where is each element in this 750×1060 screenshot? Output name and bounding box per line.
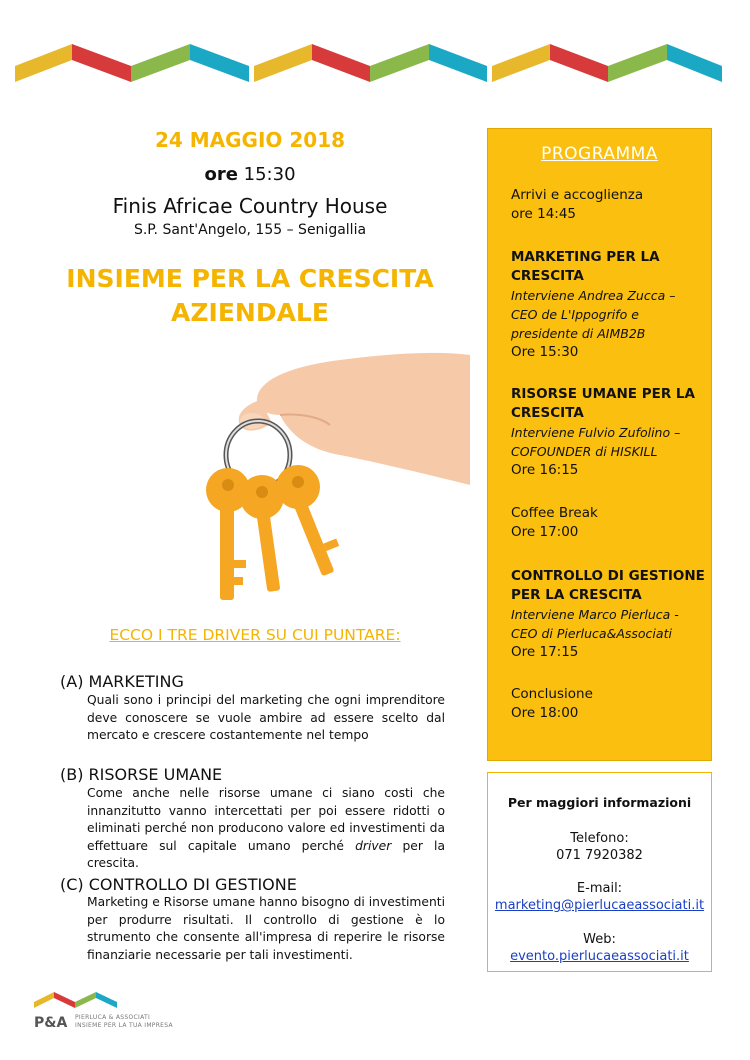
info-title: Per maggiori informazioni [507,795,692,810]
chevron-banner [0,38,750,88]
chevron-group-1 [15,44,249,82]
event-address: S.P. Sant'Angelo, 155 – Senigallia [133,222,367,238]
company-logo-mark: P&A [34,1015,68,1031]
event-venue: Finis Africae Country House [112,194,388,218]
web-label: Web: [583,932,616,947]
program-item-conclusione: Conclusione Ore 18:00 [511,686,593,721]
headline-line1: INSIEME PER LA CRESCITA [66,264,434,293]
event-time-prefix: ore [204,164,238,185]
program-item-marketing: MARKETING PER LA CRESCITA Interviene Andrea Zucca – CEO de L'Ippogrifo e presidente di AIMB2B Ore 15:30 [511,249,676,360]
email-link[interactable]: marketing@pierlucaeassociati.it [494,898,705,913]
program-item-coffee-break: Coffee Break Ore 17:00 [511,505,598,540]
email-label: E-mail: [576,881,623,896]
program-item-arrivi: Arrivi e accoglienza ore 14:45 [511,187,644,222]
driver-text-controllo: Marketing e Risorse umane hanno bisogno di investimenti per produrre risultati. Il controllo di gestione è lo strumento che consente all'impresa di reperire le risorse finanziarie necessarie per tali investimenti. [87,895,446,962]
phone-label: Telefono: [570,831,629,846]
hand-with-keys-illustration [190,345,470,610]
event-time [110,164,390,185]
driver-text-risorse-umane: Come anche nelle risorse umane ci siano costi che innanzitutto vanno intercettati per poi essere ridotti o eliminati perché non producono valore ed investimenti da effettuare sul capitale umano perché driver per la crescita. [87,786,445,870]
page-title [40,262,460,330]
program-title: PROGRAMMA [541,144,658,164]
driver-title-risorse-umane: (B) RISORSE UMANE [60,765,223,784]
event-date: 24 MAGGIO 2018 [154,128,346,152]
driver-title-controllo: (C) CONTROLLO DI GESTIONE [60,875,297,894]
chevron-group-3 [492,44,722,82]
phone-number: 071 7920382 [556,848,643,863]
web-link[interactable]: evento.pierlucaeassociati.it [510,949,689,964]
contact-info-box [487,772,712,972]
drivers-heading: ECCO I TRE DRIVER SU CUI PUNTARE: [109,626,401,644]
program-panel [487,128,712,761]
program-item-risorse-umane: RISORSE UMANE PER LA CRESCITA Interviene Fulvio Zufolino – COFOUNDER di HISKILL Ore 16:15 [511,386,695,478]
company-logo-name: PIERLUCA & ASSOCIATI INSIEME PER LA TUA IMPRESA [75,1014,173,1029]
driver-title-marketing: (A) MARKETING [60,672,184,691]
chevron-group-2 [254,44,487,82]
headline-line2: AZIENDALE [171,298,329,327]
company-logo-chevrons [34,990,119,1012]
program-item-controllo: CONTROLLO DI GESTIONE PER LA CRESCITA Interviene Marco Pierluca - CEO di Pierluca&Associati Ore 17:15 [511,568,705,660]
driver-text-marketing: Quali sono i principi del marketing che ogni imprenditore deve conoscere se vuole ambire ad essere scelto dal mercato e crescere costantemente nel tempo [87,693,445,742]
event-time-value: 15:30 [243,164,296,185]
